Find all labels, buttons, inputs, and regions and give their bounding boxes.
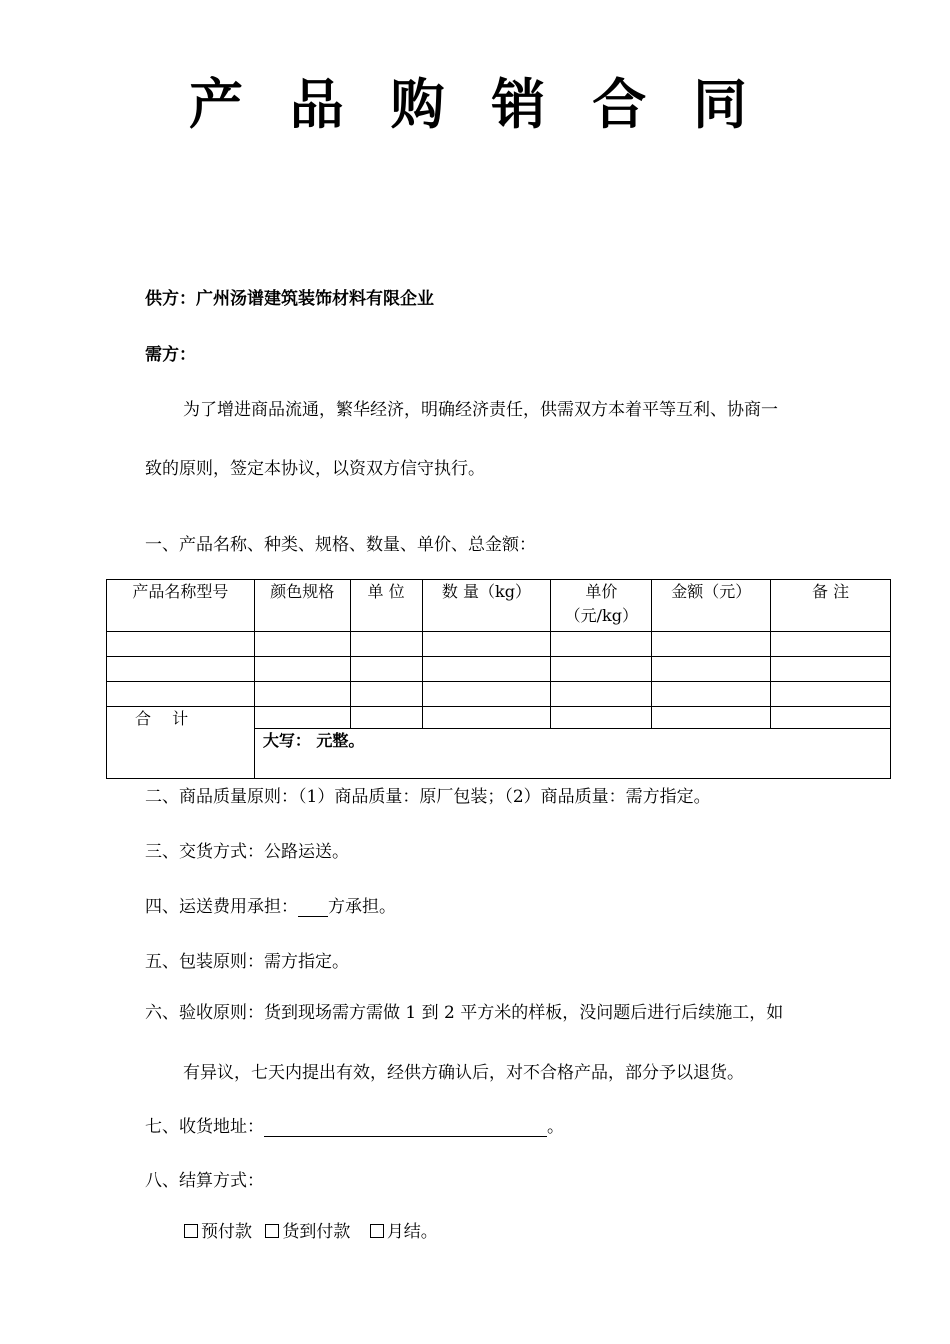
table-cell[interactable] — [254, 657, 350, 682]
table-cell[interactable] — [652, 707, 771, 729]
buyer-line: 需方： — [145, 345, 196, 365]
amount-in-words[interactable]: 大写： 元整。 — [254, 729, 890, 779]
goods-table — [106, 579, 891, 779]
total-row — [107, 707, 891, 729]
section-6-line-2: 有异议，七天内提出有效，经供方确认后，对不合格产品，部分予以退货。 — [183, 1063, 744, 1083]
table-cell[interactable] — [350, 632, 422, 657]
table-cell[interactable] — [652, 632, 771, 657]
payment-option-label: 月结。 — [386, 1222, 438, 1242]
table-cell[interactable] — [107, 682, 255, 707]
header-product-model: 产品名称型号 — [107, 580, 255, 632]
table-cell[interactable] — [350, 657, 422, 682]
checkbox-icon[interactable] — [370, 1224, 384, 1238]
header-color-spec: 颜色规格 — [254, 580, 350, 632]
section-2: 二、商品质量原则：（1）商品质量：原厂包装；（2）商品质量：需方指定。 — [145, 787, 711, 807]
table-cell[interactable] — [771, 682, 891, 707]
table-row — [107, 682, 891, 707]
header-quantity: 数 量（kg） — [422, 580, 551, 632]
table-cell[interactable] — [254, 682, 350, 707]
table-cell[interactable] — [551, 682, 652, 707]
header-unit-price-label: 单价 — [585, 582, 618, 601]
checkbox-icon[interactable] — [184, 1224, 198, 1238]
table-cell[interactable] — [422, 657, 551, 682]
table-cell[interactable] — [652, 657, 771, 682]
table-cell[interactable] — [422, 682, 551, 707]
intro-line-2: 致的原则，签定本协议，以资双方信守执行。 — [145, 459, 485, 479]
table-cell[interactable] — [254, 707, 350, 729]
table-cell[interactable] — [551, 632, 652, 657]
section-8: 八、结算方式： — [145, 1171, 264, 1191]
table-cell[interactable] — [771, 707, 891, 729]
payment-option-label: 货到付款 — [282, 1222, 351, 1242]
total-label: 合 计 — [107, 707, 255, 779]
header-unit-price — [551, 580, 652, 632]
section-4 — [145, 892, 396, 917]
table-cell[interactable] — [350, 682, 422, 707]
payment-option-cod[interactable] — [265, 1222, 350, 1242]
payment-option-label: 预付款 — [201, 1222, 252, 1242]
table-cell[interactable] — [422, 707, 551, 729]
section-5: 五、包装原则：需方指定。 — [145, 952, 349, 972]
payment-option-monthly[interactable] — [370, 1222, 438, 1242]
table-cell[interactable] — [254, 632, 350, 657]
delivery-address-blank[interactable] — [264, 1116, 547, 1137]
section-3: 三、交货方式：公路运送。 — [145, 842, 349, 862]
header-remarks: 备 注 — [771, 580, 891, 632]
table-header-row — [107, 580, 891, 632]
section-7-prefix: 七、收货地址： — [145, 1117, 264, 1137]
section-4-suffix: 方承担。 — [328, 897, 396, 917]
section-1-heading: 一、产品名称、种类、规格、数量、单价、总金额： — [145, 535, 536, 555]
table-cell[interactable] — [771, 657, 891, 682]
table-row — [107, 657, 891, 682]
table-cell[interactable] — [551, 657, 652, 682]
cost-bearer-blank[interactable] — [298, 896, 328, 917]
header-unit-price-sub: （元/kg） — [564, 606, 638, 625]
payment-options — [184, 1217, 438, 1242]
section-6-line-1: 六、验收原则：货到现场需方需做 1 到 2 平方米的样板，没问题后进行后续施工，如 — [145, 1003, 784, 1023]
intro-line-1: 为了增进商品流通，繁华经济，明确经济责任，供需双方本着平等互利、协商一 — [183, 400, 778, 420]
table-cell[interactable] — [350, 707, 422, 729]
section-7 — [145, 1112, 564, 1137]
contract-title: 产 品 购 销 合 同 — [189, 73, 761, 136]
section-7-suffix: 。 — [547, 1117, 564, 1137]
table-cell[interactable] — [652, 682, 771, 707]
table-cell[interactable] — [107, 657, 255, 682]
table-cell[interactable] — [551, 707, 652, 729]
section-4-prefix: 四、运送费用承担： — [145, 897, 298, 917]
table-cell[interactable] — [107, 632, 255, 657]
header-unit: 单 位 — [350, 580, 422, 632]
table-cell[interactable] — [771, 632, 891, 657]
table-cell[interactable] — [422, 632, 551, 657]
supplier-line: 供方：广州汤谱建筑装饰材料有限企业 — [145, 289, 434, 309]
payment-option-prepay[interactable] — [184, 1222, 252, 1242]
checkbox-icon[interactable] — [265, 1224, 279, 1238]
header-amount: 金额（元） — [652, 580, 771, 632]
table-row — [107, 632, 891, 657]
